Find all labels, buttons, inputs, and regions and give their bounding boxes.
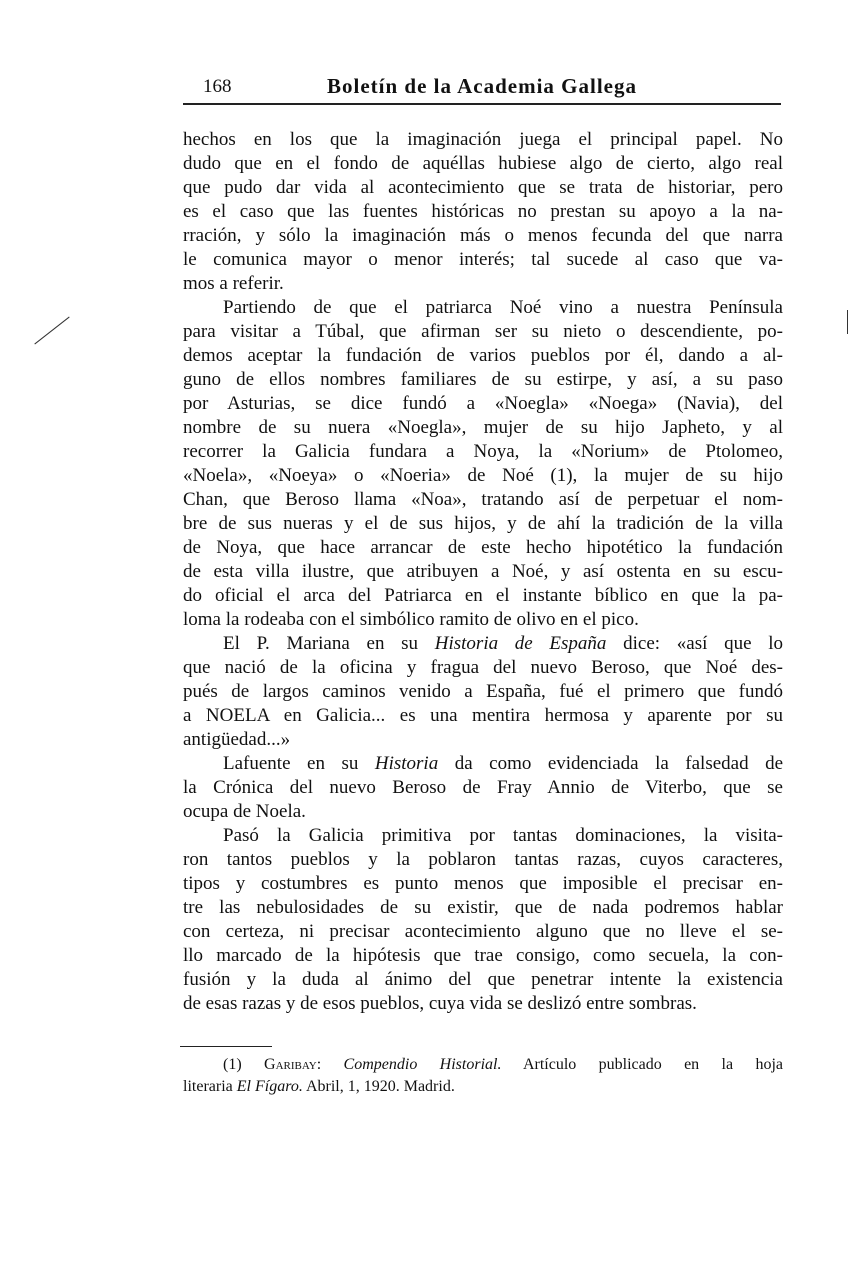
text-line — [183, 656, 783, 680]
paragraph — [183, 296, 783, 632]
margin-pen-mark — [34, 317, 69, 345]
text-span: demos aceptar la fundación de varios pueblos por él, dando a al- — [183, 345, 783, 366]
text-span: tipos y costumbres es punto menos que imposible el precisar en- — [183, 873, 783, 894]
text-line — [183, 992, 783, 1016]
text-span: antigüedad...» — [183, 729, 291, 750]
text-line — [183, 296, 783, 320]
text-span: que pudo dar vida al acontecimiento que se trata de historiar, pero — [183, 177, 783, 198]
text-span: por Asturias, se dice fundó a «Noegla» «Noega» (Navia), del — [183, 393, 783, 414]
text-span: literaria — [183, 1078, 237, 1095]
footnote-rule — [180, 1046, 272, 1047]
page-header — [183, 72, 781, 102]
text-span: con certeza, ni precisar acontecimiento alguno que no lleve el se- — [183, 921, 783, 942]
text-line — [183, 752, 783, 776]
text-line — [183, 944, 783, 968]
text-line — [183, 632, 783, 656]
text-span: Chan, que Beroso llama «Noa», tratando así de perpetuar el nom- — [183, 489, 783, 510]
text-span: dudo que en el fondo de aquéllas hubiese algo de cierto, algo real — [183, 153, 783, 174]
text-line — [183, 968, 783, 992]
text-span: Pasó la Galicia primitiva por tantas dominaciones, la visita- — [223, 825, 783, 846]
text-span: Lafuente en su — [223, 753, 375, 774]
italic-title: Compendio Historial. — [343, 1056, 502, 1073]
text-line — [183, 584, 783, 608]
text-span: hechos en los que la imaginación juega el principal papel. No — [183, 129, 783, 150]
text-span: nombre de su nuera «Noegla», mujer de su hijo Japheto, y al — [183, 417, 783, 438]
text-line — [183, 392, 783, 416]
text-span: do oficial el arca del Patriarca en el instante bíblico en que la pa- — [183, 585, 783, 606]
text-line — [183, 728, 783, 752]
text-span: ron tantos pueblos y la poblaron tantas razas, cuyos caracteres, — [183, 849, 783, 870]
text-span: tre las nebulosidades de su existir, que de nada podremos hablar — [183, 897, 783, 918]
text-span: de Noya, que hace arrancar de este hecho hipotético la fundación — [183, 537, 783, 558]
text-line — [183, 608, 783, 632]
text-span: de esas razas y de esos pueblos, cuya vida se deslizó entre sombras. — [183, 993, 697, 1014]
page-number: 168 — [203, 76, 232, 97]
text-span: Garibay — [264, 1056, 317, 1073]
text-line — [183, 776, 783, 800]
text-line — [183, 224, 783, 248]
text-span: es el caso que las fuentes históricas no prestan su apoyo a la na- — [183, 201, 783, 222]
text-line — [183, 536, 783, 560]
text-span: «Noela», «Noeya» o «Noeria» de Noé (1), la mujer de su hijo — [183, 465, 783, 486]
text-span: : — [316, 1056, 344, 1073]
text-line — [183, 128, 783, 152]
text-span: que nació de la oficina y fragua del nuevo Beroso, que Noé des- — [183, 657, 783, 678]
text-span: Artículo publicado en la hoja — [501, 1056, 783, 1073]
paragraph — [183, 128, 783, 296]
text-line — [183, 896, 783, 920]
header-rule — [183, 103, 781, 105]
text-span: pués de largos caminos venido a España, fué el primero que fundó — [183, 681, 783, 702]
text-span: Partiendo de que el patriarca Noé vino a nuestra Península — [223, 297, 783, 318]
text-line — [183, 488, 783, 512]
page-edge-mark — [847, 310, 848, 334]
text-span: Abril, 1, 1920. Madrid. — [302, 1078, 455, 1095]
text-span: loma la rodeaba con el simbólico ramito de olivo en el pico. — [183, 609, 639, 630]
italic-title: Historia — [374, 753, 439, 774]
text-line — [183, 848, 783, 872]
text-line — [183, 440, 783, 464]
footnote-line — [183, 1054, 783, 1076]
text-line — [183, 368, 783, 392]
footnote — [183, 1054, 783, 1098]
text-span: bre de sus nueras y el de sus hijos, y de ahí la tradición de la villa — [183, 513, 783, 534]
text-line — [183, 512, 783, 536]
text-span: (1) — [223, 1056, 265, 1073]
text-line — [183, 872, 783, 896]
text-span: mos a referir. — [183, 273, 284, 294]
text-span: ocupa de Noela. — [183, 801, 306, 822]
text-span: El P. Mariana en su — [223, 633, 435, 654]
text-span: dice: «así que lo — [606, 633, 783, 654]
text-span: rración, y sólo la imaginación más o menos fecunda del que narra — [183, 225, 783, 246]
text-line — [183, 176, 783, 200]
text-line — [183, 272, 783, 296]
italic-title: Historia de España — [434, 633, 607, 654]
text-line — [183, 320, 783, 344]
text-span: para visitar a Túbal, que afirman ser su nieto o descendiente, po- — [183, 321, 783, 342]
text-span: recorrer la Galicia fundara a Noya, la «Norium» de Ptolomeo, — [183, 441, 783, 462]
text-line — [183, 704, 783, 728]
text-line — [183, 920, 783, 944]
text-line — [183, 824, 783, 848]
text-span: guno de ellos nombres familiares de su estirpe, y así, a su paso — [183, 369, 783, 390]
paragraph — [183, 632, 783, 752]
text-span: le comunica mayor o menor interés; tal sucede al caso que va- — [183, 249, 783, 270]
body-text — [183, 128, 783, 1016]
text-span: llo marcado de la hipótesis que trae consigo, como secuela, la con- — [183, 945, 783, 966]
text-line — [183, 800, 783, 824]
text-span: de esta villa ilustre, que atribuyen a Noé, y así ostenta en su escu- — [183, 561, 783, 582]
text-line — [183, 344, 783, 368]
text-span: la Crónica del nuevo Beroso de Fray Annio de Viterbo, que se — [183, 777, 783, 798]
text-line — [183, 464, 783, 488]
text-line — [183, 152, 783, 176]
paragraph — [183, 752, 783, 824]
text-span: da como evidenciada la falsedad de — [438, 753, 784, 774]
text-span: a NOELA en Galicia... es una mentira hermosa y aparente por su — [183, 705, 783, 726]
text-line — [183, 560, 783, 584]
paragraph — [183, 824, 783, 1016]
footnote-line — [183, 1076, 783, 1098]
text-line — [183, 200, 783, 224]
running-title: Boletín de la Academia Gallega — [327, 74, 637, 98]
text-span: fusión y la duda al ánimo del que penetrar intente la existencia — [183, 969, 783, 990]
text-line — [183, 416, 783, 440]
text-line — [183, 248, 783, 272]
italic-title: El Fígaro. — [236, 1078, 303, 1095]
text-line — [183, 680, 783, 704]
